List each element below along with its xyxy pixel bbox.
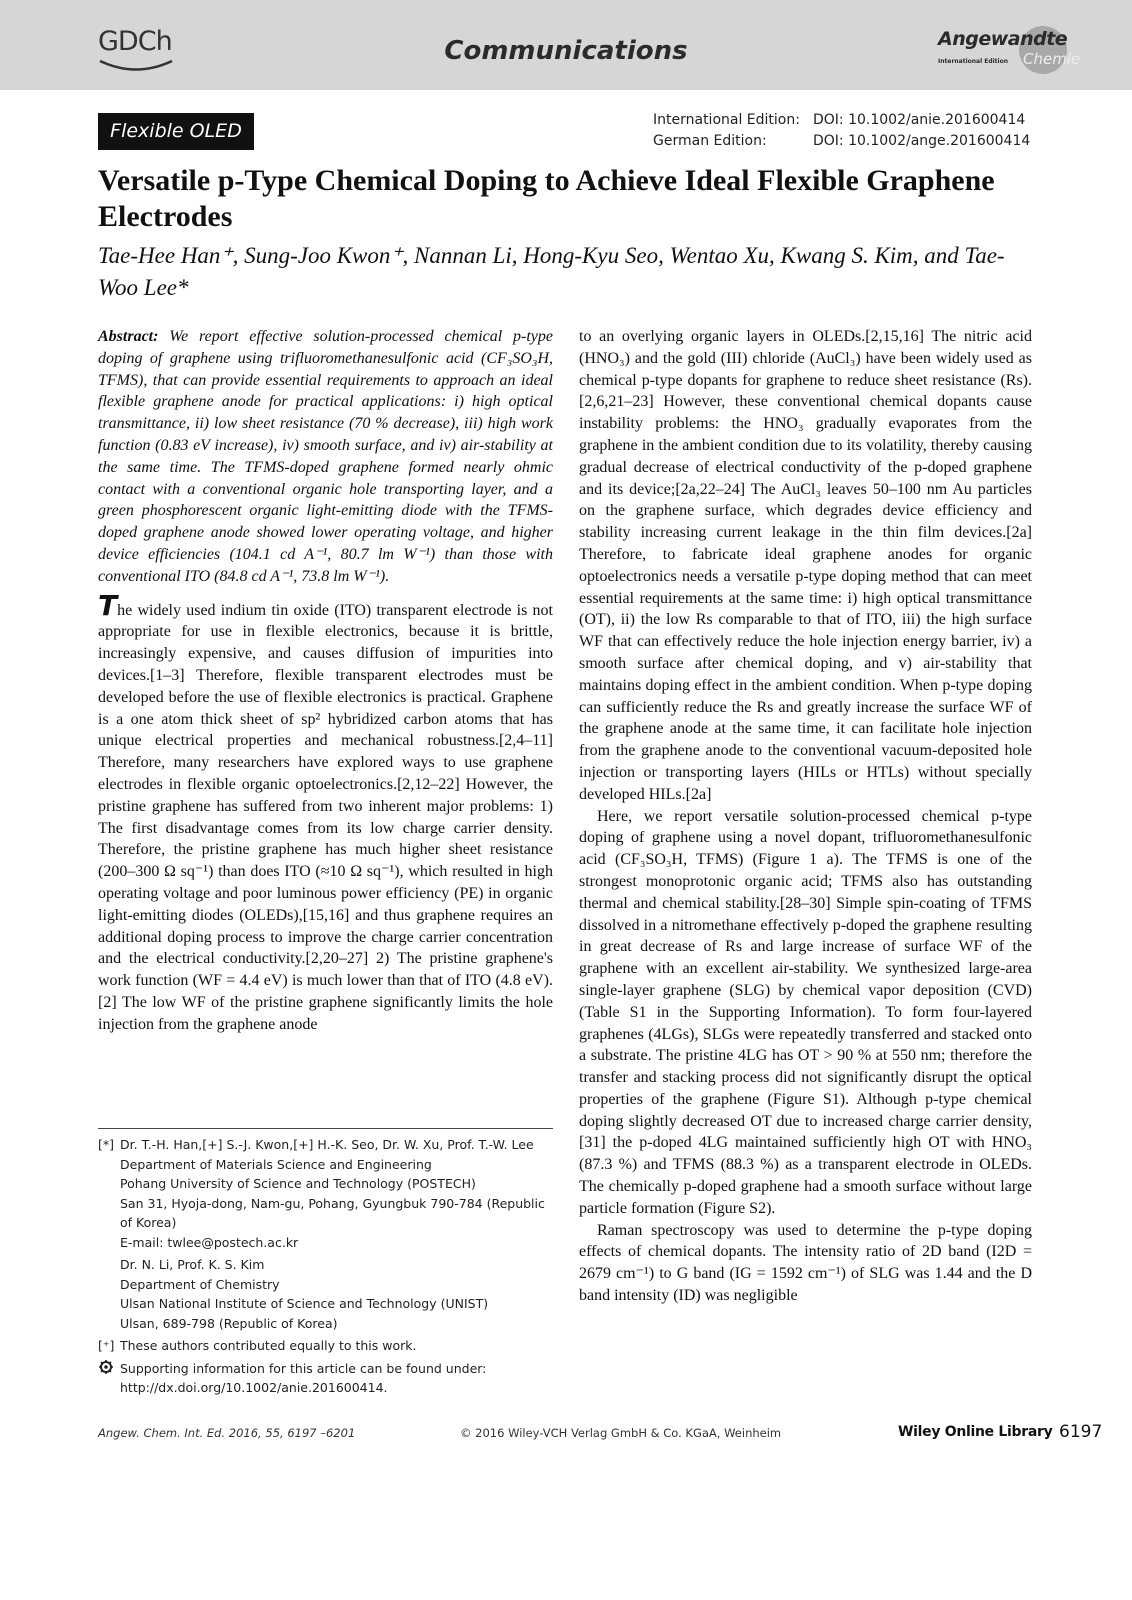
doi-german-value[interactable]: DOI: 10.1002/ange.201600414 <box>813 133 1031 149</box>
doi-block <box>653 110 1030 152</box>
article-title: Versatile p-Type Chemical Doping to Achieve Ideal Flexible Graphene Electrodes <box>98 164 995 233</box>
page-footer <box>0 1424 1132 1444</box>
affiliation-line: Ulsan, 689-798 (Republic of Korea) <box>120 1315 338 1331</box>
supporting-info-text[interactable]: Supporting information for this article can be found under: http://dx.doi.org/10.1002/anie.201600414. <box>120 1360 487 1395</box>
right-column <box>579 326 1032 1307</box>
journal-header-band <box>0 0 1132 90</box>
journal-citation: Angew. Chem. Int. Ed. 2016, 55, 6197 –6201 <box>98 1426 356 1440</box>
section-title: Communications <box>444 36 688 66</box>
article-category-tag: Flexible OLED <box>98 113 254 150</box>
doi-intl-value[interactable]: DOI: 10.1002/anie.201600414 <box>813 112 1026 128</box>
abstract-label: Abstract: <box>98 328 159 345</box>
affiliation-line: Department of Chemistry <box>120 1276 280 1292</box>
left-column <box>98 326 553 1036</box>
affiliation-line: Dr. N. Li, Prof. K. S. Kim <box>120 1257 265 1272</box>
abstract <box>98 326 553 588</box>
body-paragraph-1-text: he widely used indium tin oxide (ITO) transparent electrode is not appropriate for use in flexible electronics, because it is brittle, increasingly expensive, and causes diffusion of impurities into devices.[1–3] Therefore, flexible transparent electrodes must be developed before the use of flexible electronics is practical. Graphene is a one atom thick sheet of sp² hybridized carbon atoms that has unique electrical properties and mechanical robustness.[2,4–11] Therefore, many researchers have explored ways to use graphene electrodes in flexible organic optoelectronics.[2,12–22] However, the pristine graphene has suffered from two inherent major problems: 1) The first disadvantage comes from its low charge carrier density. Therefore, the pristine graphene has much higher sheet resistance (200–300 Ω sq⁻¹) than does ITO (≈10 Ω sq⁻¹), which resulted in high operating voltage and poor luminous power efficiency (PE) in organic light-emitting diodes (OLEDs),[15,16] and thus graphene requires an additional doping process to improve the charge carrier concentration and the electrical conductivity.[2,20–27] 2) The pristine graphene's work function (WF = 4.4 eV) is much lower than that of ITO (4.8 eV).[2] The low WF of the pristine graphene significantly limits the hole injection from the graphene anode <box>98 601 553 1033</box>
affiliation-line: San 31, Hyoja-dong, Nam-gu, Pohang, Gyungbuk 790-784 (Republic of Korea) <box>120 1195 545 1230</box>
body-paragraph-3: Raman spectroscopy was used to determine the p-type doping effects of chemical dopants. The intensity ratio of 2D band (I2D = 2679 cm⁻¹) to G band (IG = 1592 cm⁻¹) of SLG was 1.44 and the D band intensity (ID) was negligible <box>579 1221 1032 1305</box>
gdch-logo: GDCh <box>98 26 172 57</box>
body-paragraph-1-continued: to an overlying organic layers in OLEDs.[2,15,16] The nitric acid (HNO₃) and the gold (III) chloride (AuCl₃) have been widely used as chemical p-type dopants for graphene to reduce sheet resistance (Rs).[2,6,21–23] However, these conventional chemical dopants cause instability problems: the HNO₃ gradually evaporates from the graphene in the ambient condition due to its volatility, thereby causing gradual decrease of electrical conductivity of the p-doped graphene and its device;[2a,22–24] The AuCl₃ leaves 50–100 nm Au particles on the graphene surface, which degrades device efficiency and stability increasing current leakage in the thin film devices.[2a] Therefore, to fabricate ideal graphene anodes for organic optoelectronics needs a versatile p-type doping method that can meet essential requirements at the same time: i) high optical transmittance (OT), ii) the low Rs comparable to that of ITO, iii) the high surface WF that can effectively reduce the hole injection energy barrier, iv) a smooth surface after chemical doping, and v) air-stability that maintains doping effect in the ambient condition. When p-type doping can sufficiently reduce the Rs and greatly increase the surface WF of the graphene anode at the same time, it can facilitate hole injection from the graphene anode to the conventional vacuum-deposited hole injection or transporting layers (HILs or HTLs) without specially developed HILs.[2a] <box>579 328 1032 803</box>
logo-angewandte-text: Angewandte <box>938 28 1068 50</box>
affiliation-line: Dr. T.-H. Han,[+] S.-J. Kwon,[+] H.-K. Seo, Dr. W. Xu, Prof. T.-W. Lee <box>120 1137 534 1152</box>
footnotes <box>98 1135 558 1398</box>
drop-cap: T <box>98 588 118 622</box>
doi-international-row <box>653 110 1030 131</box>
wiley-online-library-link[interactable]: Wiley Online Library <box>898 1424 1053 1440</box>
supporting-info-footnote <box>98 1359 558 1398</box>
affiliation-footnote <box>98 1135 558 1333</box>
footnote-divider <box>98 1128 553 1129</box>
doi-german-label: German Edition: <box>653 133 767 149</box>
logo-edition-text: International Edition <box>938 58 1009 65</box>
angewandte-logo <box>936 24 1096 74</box>
logo-chemie-text: Chemie <box>1023 50 1081 68</box>
equal-contribution-mark: [⁺] <box>98 1338 115 1353</box>
copyright: © 2016 Wiley-VCH Verlag GmbH & Co. KGaA, Weinheim <box>460 1426 782 1440</box>
affiliation-line: Ulsan National Institute of Science and Technology (UNIST) <box>120 1296 489 1311</box>
abstract-text: We report effective solution-processed chemical p-type doping of graphene using trifluoromethanesulfonic acid (CF₃SO₃H, TFMS), that can provide essential requirements to approach an ideal flexible graphene anode for practical applications: i) high optical transmittance, ii) low sheet resistance (70 % decrease), iii) high work function (0.83 eV increase), iv) smooth surface, and iv) air-stability at the same time. The TFMS-doped graphene formed nearly ohmic contact with a conventional organic hole transporting layer, and a green phosphorescent organic light-emitting diode with the TFMS-doped graphene anode showed lower operating voltage, and higher device efficiencies (104.1 cd A⁻¹, 80.7 lm W⁻¹) than those with conventional ITO (84.8 cd A⁻¹, 73.8 lm W⁻¹). <box>98 328 553 585</box>
supporting-info-icon <box>98 1359 114 1381</box>
body-paragraph-2: Here, we report versatile solution-processed chemical p-type doping of graphene using a novel dopant, trifluoromethanesulfonic acid (CF₃SO₃H, TFMS) (Figure 1 a). The TFMS is one of the strongest monoprotonic organic acid; TFMS also has outstanding thermal and chemical stability.[28–30] Simple spin-coating of TFMS dissolved in a nitromethane effectively p-doped the graphene resulting in great decrease of Rs and large increase of surface WF of the graphene with an excellent air-stability. We synthesized large-area single-layer graphene (SLG) by chemical vapor deposition (CVD) (Table S1 in the Supporting Information). To form four-layered graphenes (4LGs), SLGs were repeatedly transferred and stacked onto a substrate. The pristine 4LG has OT > 90 % at 550 nm; therefore the transfer and stacking process did not significantly disrupt the optical properties of the graphene (Figure S1). Although p-type chemical doping slightly decreased OT due to increased charge carrier density,[31] the p-doped 4LG maintained sufficiently high OT with HNO₃ (87.3 %) and TFMS (88.3 %) as a transparent electrode in OLEDs. The chemically p-doped graphene had a smooth surface without large particle formation (Figure S2). <box>579 807 1032 1217</box>
affiliation-line: Pohang University of Science and Technology (POSTECH) <box>120 1176 476 1191</box>
affiliation-mark: [*] <box>98 1137 115 1152</box>
doi-intl-label: International Edition: <box>653 112 800 128</box>
page-number: 6197 <box>1059 1422 1103 1442</box>
affiliation-email[interactable]: E-mail: twlee@postech.ac.kr <box>120 1234 299 1250</box>
affiliation-line: Department of Materials Science and Engineering <box>120 1156 432 1172</box>
body-paragraph-1 <box>98 588 553 1036</box>
author-list: Tae-Hee Han⁺, Sung-Joo Kwon⁺, Nannan Li, Hong-Kyu Seo, Wentao Xu, Kwang S. Kim, and Tae-Woo Lee* <box>98 243 1005 300</box>
doi-german-row <box>653 131 1030 152</box>
equal-contribution-text: These authors contributed equally to this work. <box>120 1338 417 1353</box>
equal-contribution-footnote <box>98 1336 558 1356</box>
